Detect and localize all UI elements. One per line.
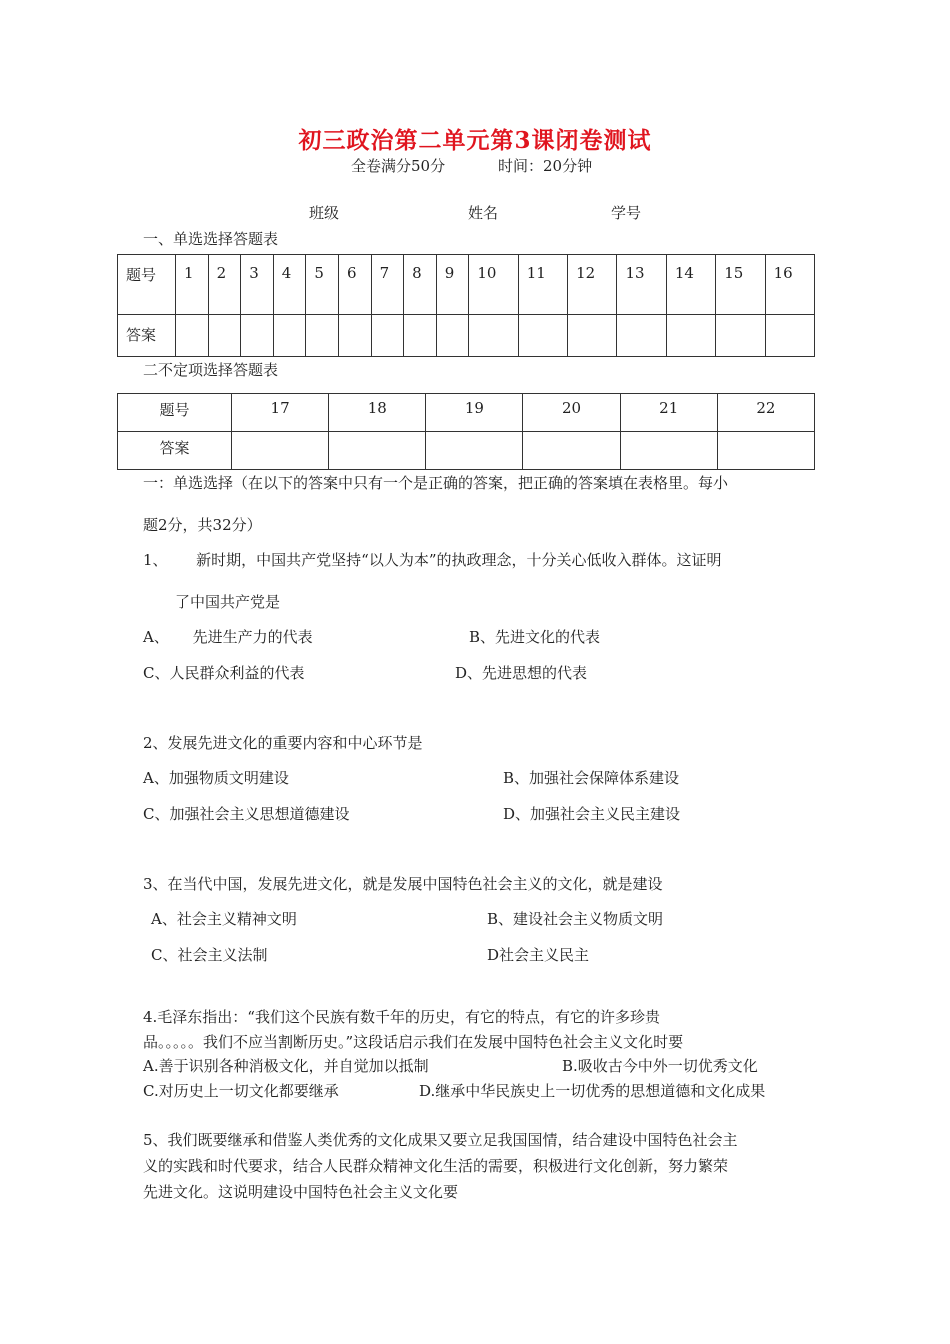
table-cell: 18 [329, 394, 426, 432]
question-2-option-a: A、加强物质文明建设 [143, 769, 289, 787]
answer-cell[interactable] [765, 315, 814, 357]
table-cell: 15 [716, 255, 765, 315]
student-id-label: 学号 [611, 204, 642, 222]
question-2-option-b: B、加强社会保障体系建设 [503, 769, 680, 787]
question-3-option-c: C、社会主义法制 [151, 946, 268, 964]
answer-cell[interactable] [717, 432, 814, 470]
question-5-line2: 义的实践和时代要求，结合人民群众精神文化生活的需要，积极进行文化创新，努力繁荣 [143, 1157, 729, 1175]
table-cell: 8 [404, 255, 437, 315]
question-4-option-b: B.吸收古今中外一切优秀文化 [562, 1057, 758, 1075]
question-5-line1: 5、我们既要继承和借鉴人类优秀的文化成果又要立足我国国情，结合建设中国特色社会主 [143, 1131, 738, 1149]
table-cell: 21 [620, 394, 717, 432]
table-cell: 22 [717, 394, 814, 432]
answer-cell[interactable] [338, 315, 371, 357]
question-5-line3: 先进文化。这说明建设中国特色社会主义文化要 [143, 1183, 459, 1201]
table-cell: 5 [306, 255, 339, 315]
table-row [118, 255, 815, 315]
question-1-stem-line2: 了中国共产党是 [175, 593, 281, 611]
answer-cell[interactable] [232, 432, 329, 470]
question-2-option-d: D、加强社会主义民主建设 [503, 805, 681, 823]
question-3-stem: 3、在当代中国，发展先进文化，就是发展中国特色社会主义的文化，就是建设 [143, 875, 663, 893]
question-1-option-d: D、先进思想的代表 [455, 664, 588, 682]
answer-cell[interactable] [523, 432, 620, 470]
answer-cell[interactable] [208, 315, 241, 357]
question-3-option-b: B、建设社会主义物质文明 [487, 910, 664, 928]
answer-cell[interactable] [617, 315, 666, 357]
single-choice-answer-table [117, 254, 815, 357]
answer-cell[interactable] [176, 315, 209, 357]
answer-cell[interactable] [620, 432, 717, 470]
table-cell: 1 [176, 255, 209, 315]
table-cell: 答案 [118, 432, 232, 470]
question-1-option-c: C、人民群众利益的代表 [143, 664, 305, 682]
table-cell: 题号 [118, 394, 232, 432]
table-cell: 3 [241, 255, 274, 315]
table-cell: 11 [518, 255, 567, 315]
answer-cell[interactable] [329, 432, 426, 470]
question-4-stem-line1: 4.毛泽东指出：“我们这个民族有数千年的历史，有它的特点，有它的许多珍贵 [143, 1008, 660, 1026]
question-2-option-c: C、加强社会主义思想道德建设 [143, 805, 350, 823]
multi-choice-answer-table [117, 393, 815, 470]
question-2-stem: 2、发展先进文化的重要内容和中心环节是 [143, 734, 423, 752]
table-cell: 题号 [118, 255, 176, 315]
table-row [118, 315, 815, 357]
question-4-option-d: D.继承中华民族史上一切优秀的思想道德和文化成果 [419, 1082, 766, 1100]
answer-cell[interactable] [518, 315, 567, 357]
table-cell: 6 [338, 255, 371, 315]
table-cell: 19 [426, 394, 523, 432]
name-label: 姓名 [468, 204, 499, 222]
table-cell: 17 [232, 394, 329, 432]
page-title: 初三政治第二单元第3课闭卷测试 [298, 127, 652, 154]
table-cell: 10 [469, 255, 518, 315]
answer-cell[interactable] [426, 432, 523, 470]
table-row [118, 432, 815, 470]
question-1-option-b: B、先进文化的代表 [469, 628, 601, 646]
section1-instruction-line2: 题2分，共32分） [143, 516, 262, 534]
answer-cell[interactable] [404, 315, 437, 357]
section1-instruction-line1: 一：单选选择（在以下的答案中只有一个是正确的答案，把正确的答案填在表格里。每小 [143, 474, 729, 492]
table-cell: 12 [568, 255, 617, 315]
table-cell: 20 [523, 394, 620, 432]
table-cell: 7 [371, 255, 404, 315]
table-cell: 答案 [118, 315, 176, 357]
table-cell: 4 [273, 255, 306, 315]
table1-caption: 一、单选选择答题表 [143, 230, 279, 248]
answer-cell[interactable] [666, 315, 715, 357]
class-label: 班级 [309, 204, 340, 222]
question-3-option-a: A、社会主义精神文明 [151, 910, 297, 928]
answer-cell[interactable] [469, 315, 518, 357]
answer-cell[interactable] [241, 315, 274, 357]
table2-caption: 二不定项选择答题表 [143, 361, 279, 379]
answer-cell[interactable] [716, 315, 765, 357]
table-row [118, 394, 815, 432]
table-cell: 9 [436, 255, 469, 315]
question-4-stem-line2: 品。。。。。我们不应当割断历史。”这段话启示我们在发展中国特色社会主义文化时要 [143, 1033, 684, 1051]
full-score: 全卷满分50分 [351, 157, 446, 175]
question-3-option-d: D社会主义民主 [487, 946, 590, 964]
table-cell: 14 [666, 255, 715, 315]
question-1-option-a: A、 先进生产力的代表 [143, 628, 313, 646]
answer-cell[interactable] [568, 315, 617, 357]
table-cell: 16 [765, 255, 814, 315]
question-1-stem-line1: 1、 新时期，中国共产党坚持“以人为本”的执政理念，十分关心低收入群体。这证明 [143, 551, 722, 569]
table-cell: 13 [617, 255, 666, 315]
answer-cell[interactable] [273, 315, 306, 357]
question-4-option-c: C.对历史上一切文化都要继承 [143, 1082, 339, 1100]
answer-cell[interactable] [306, 315, 339, 357]
question-4-option-a: A.善于识别各种消极文化，并自觉加以抵制 [143, 1057, 429, 1075]
answer-cell[interactable] [371, 315, 404, 357]
table-cell: 2 [208, 255, 241, 315]
answer-cell[interactable] [436, 315, 469, 357]
time-limit: 时间：20分钟 [498, 157, 593, 175]
